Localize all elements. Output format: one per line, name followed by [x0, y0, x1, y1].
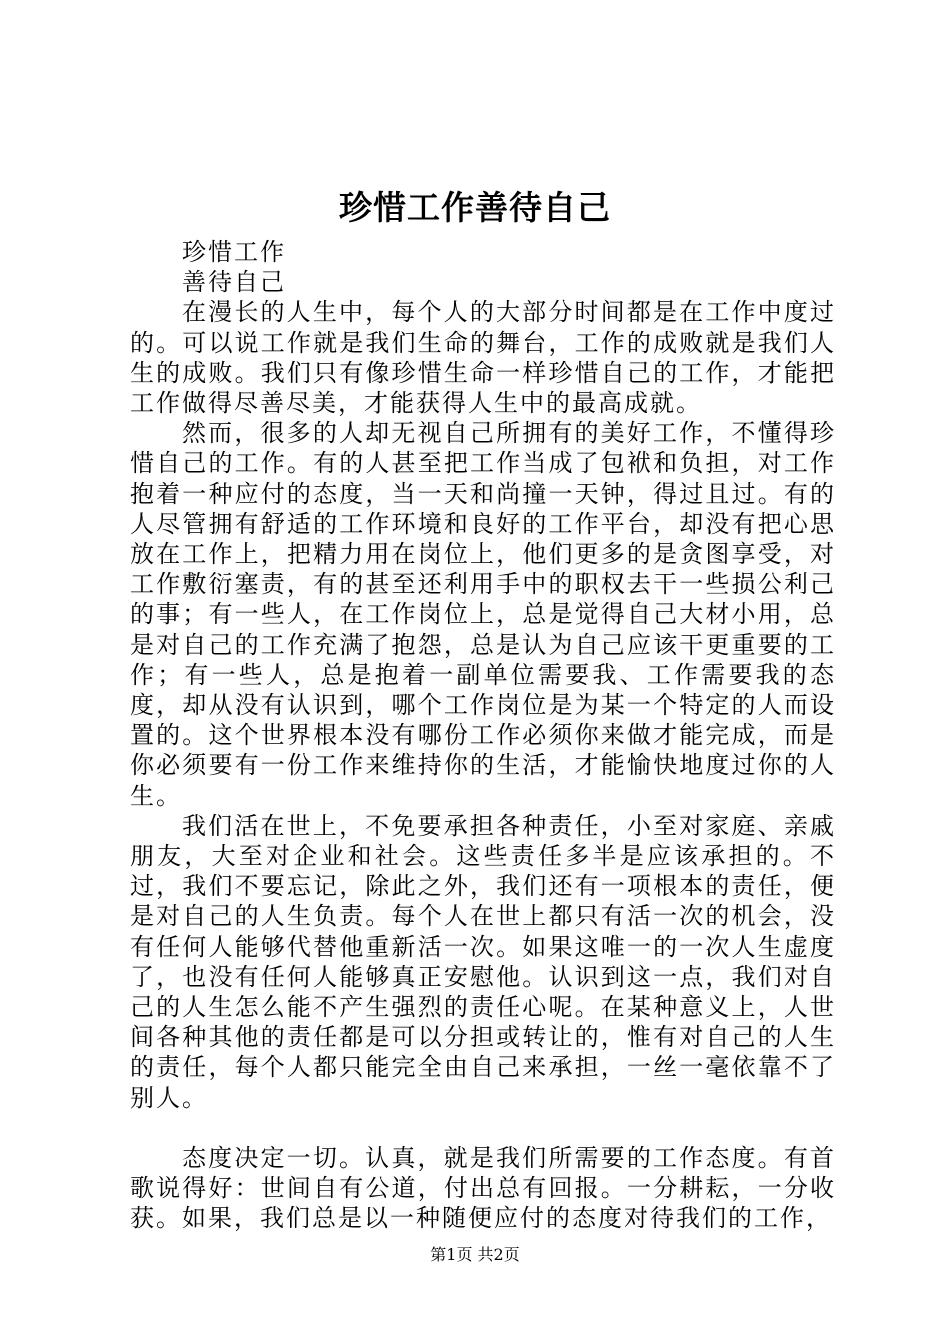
- body-paragraph: 我们活在世上，不免要承担各种责任，小至对家庭、亲戚朋友，大至对企业和社会。这些责任多半是应该承担的。不过，我们不要忘记，除此之外，我们还有一项根本的责任，便是对自己的人生负责。每个人在世上都只有活一次的机会，没有任何人能够代替他重新活一次。如果这唯一的一次人生虚度了，也没有任何人能够真正安慰他。认识到这一点，我们对自己的人生怎么能不产生强烈的责任心呢。在某种意义上，人世间各种其他的责任都是可以分担或转让的，惟有对自己的人生的责任，每个人都只能完全由自己来承担，一丝一毫依靠不了别人。: [130, 811, 836, 1112]
- body-paragraph: 在漫长的人生中，每个人的大部分时间都是在工作中度过的。可以说工作就是我们生命的舞台，工作的成败就是我们人生的成败。我们只有像珍惜生命一样珍惜自己的工作，才能把工作做得尽善尽美，才能获得人生中的最高成就。: [130, 298, 836, 418]
- body-paragraph: 珍惜工作: [182, 238, 286, 266]
- document-body: [130, 237, 836, 1234]
- body-paragraph: 善待自己: [182, 268, 286, 297]
- document-title: 珍惜工作善待自己: [339, 188, 611, 227]
- page-footer: 第1页 共2页: [430, 1245, 520, 1264]
- body-paragraph: 然而，很多的人却无视自己所拥有的美好工作，不懂得珍惜自己的工作。有的人甚至把工作当成了包袱和负担，对工作抱着一种应付的态度，当一天和尚撞一天钟，得过且过。有的人尽管拥有舒适的工作环境和良好的工作平台，却没有把心思放在工作上，把精力用在岗位上，他们更多的是贪图享受，对工作敷衍塞责，有的甚至还利用手中的职权去干一些损公利己的事；有一些人，在工作岗位上，总是觉得自己大材小用，总是对自己的工作充满了抱怨，总是认为自己应该干更重要的工作；有一些人，总是抱着一副单位需要我、工作需要我的态度，却从没有认识到，哪个工作岗位是为某一个特定的人而设置的。这个世界根本没有哪份工作必须你来做才能完成，而是你必须要有一份工作来维持你的生活，才能愉快地度过你的人生。: [130, 419, 836, 810]
- body-paragraph: 态度决定一切。认真，就是我们所需要的工作态度。有首歌说得好：世间自有公道，付出总有回报。一分耕耘，一分收获。如果，我们总是以一种随便应付的态度对待我们的工作，: [130, 1143, 836, 1233]
